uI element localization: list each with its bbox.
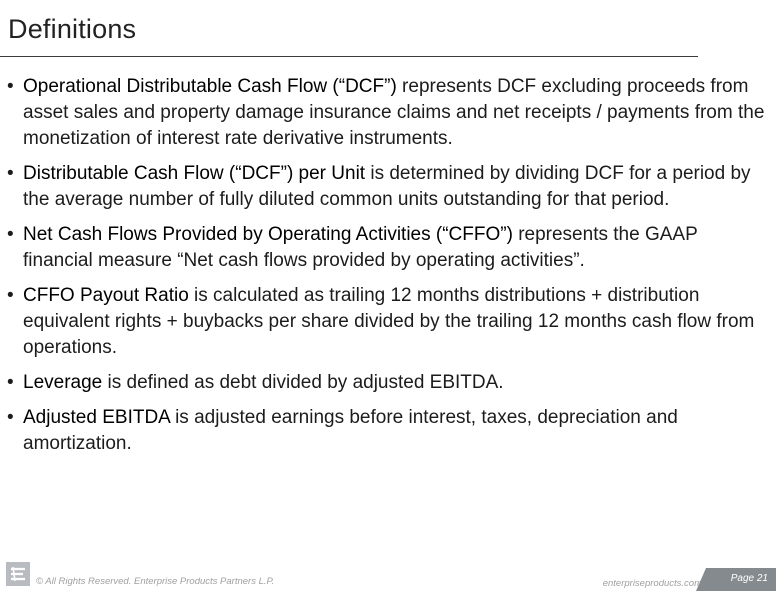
definition-text: is calculated as trailing 12 months distributions + distribution equivalent rights + buybacks per share divided by the trailing 12 months cash flow from operations. [23, 285, 755, 358]
bullet-icon: • [7, 224, 14, 245]
bullet-icon: • [7, 407, 14, 428]
definition-item [6, 74, 768, 152]
title-divider [0, 56, 698, 57]
definition-text: is adjusted earnings before interest, taxes, depreciation and amortization. [23, 407, 678, 454]
definition-term: Leverage [23, 372, 103, 393]
bullet-icon: • [7, 285, 14, 306]
page-number-tab [706, 568, 776, 591]
definition-term: Distributable Cash Flow (“DCF”) per Unit [23, 163, 366, 184]
bullet-icon: • [7, 163, 14, 184]
definition-term: Net Cash Flows Provided by Operating Activities (“CFFO”) [23, 224, 513, 245]
definition-item [6, 283, 768, 361]
definition-text: is determined by dividing DCF for a period by the average number of fully diluted common units outstanding for that period. [23, 163, 751, 210]
definition-term: CFFO Payout Ratio [23, 285, 189, 306]
bullet-icon: • [7, 372, 14, 393]
definition-term: Operational Distributable Cash Flow (“DCF”) [23, 76, 397, 97]
website-link[interactable]: enterpriseproducts.com [602, 578, 702, 589]
definition-item [6, 370, 768, 396]
definitions-list [6, 74, 768, 466]
enterprise-logo-icon [6, 562, 30, 586]
page-number: Page 21 [730, 573, 768, 584]
definition-item [6, 161, 768, 213]
definition-term: Adjusted EBITDA [23, 407, 170, 428]
definition-item [6, 222, 768, 274]
definition-item [6, 405, 768, 457]
definition-text: represents the GAAP financial measure “Net cash flows provided by operating activities”. [23, 224, 698, 271]
definition-text: represents DCF excluding proceeds from asset sales and property damage insurance claims and net receipts / payments from the monetization of interest rate derivative instruments. [23, 76, 765, 149]
copyright-text: © All Rights Reserved. Enterprise Products Partners L.P. [36, 576, 275, 587]
page-title: Definitions [8, 14, 137, 44]
bullet-icon: • [7, 76, 14, 97]
definition-text: is defined as debt divided by adjusted EBITDA. [102, 372, 504, 393]
